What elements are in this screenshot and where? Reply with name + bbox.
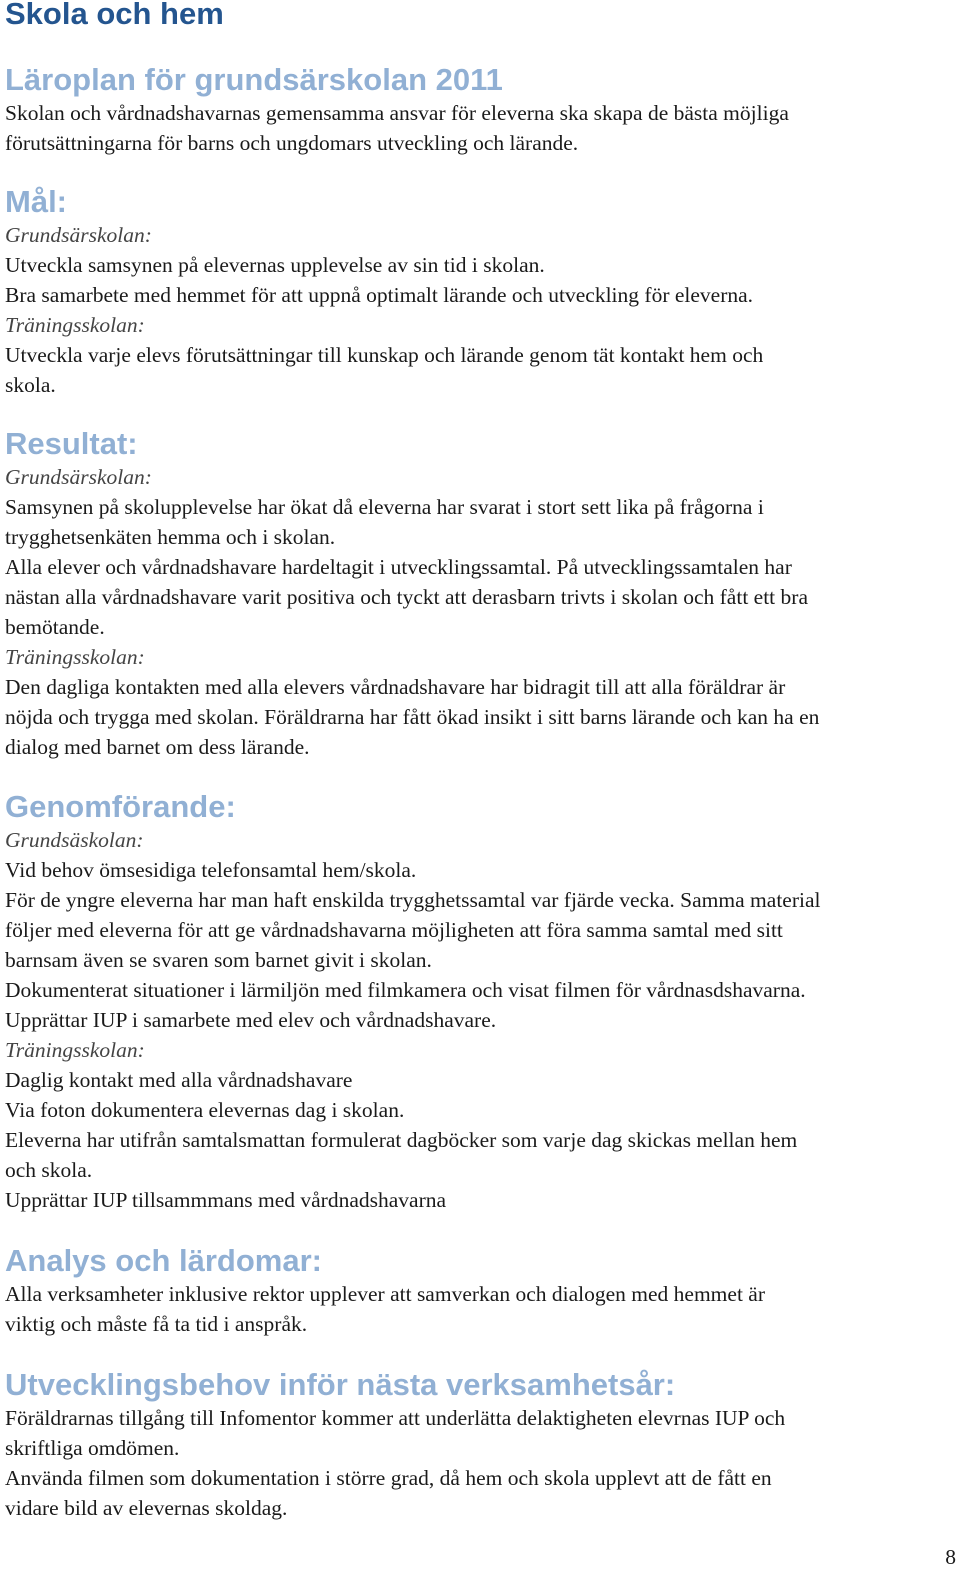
text-line: vidare bild av elevernas skoldag. xyxy=(5,1496,288,1520)
text-line: Upprättar IUP i samarbete med elev och vårdnadshavare. xyxy=(5,1008,497,1032)
section-utvecklingsbehov xyxy=(5,1367,957,1523)
text-line: Dokumenterat situationer i lärmiljön med filmkamera och visat filmen för vårdnasdshavarna. xyxy=(5,978,806,1002)
subheading-grundsarskolan: Grundsäskolan: xyxy=(5,828,144,852)
text-line: Upprättar IUP tillsammmans med vårdnadshavarna xyxy=(5,1188,447,1212)
subheading-traningsskolan: Träningsskolan: xyxy=(5,313,145,337)
text-line: Använda filmen som dokumentation i större grad, då hem och skola upplevt att de fått en xyxy=(5,1466,772,1490)
section-genomforande xyxy=(5,789,957,1215)
page-number: 8 xyxy=(945,1545,956,1569)
text-line: Alla elever och vårdnadshavare hardeltagit i utvecklingssamtal. På utvecklingssamtalen har xyxy=(5,555,792,579)
text-line: följer med eleverna för att ge vårdnadshavarna möjligheten att föra samma samtal med sitt xyxy=(5,918,783,942)
text-line: Eleverna har utifrån samtalsmattan formulerat dagböcker som varje dag skickas mellan hem xyxy=(5,1128,798,1152)
section-heading-mal: Mål: xyxy=(5,184,67,219)
subheading-traningsskolan: Träningsskolan: xyxy=(5,645,145,669)
text-line: barnsam även se svaren som barnet givit i skolan. xyxy=(5,948,432,972)
section-resultat xyxy=(5,426,957,762)
text-line: trygghetsenkäten hemma och i skolan. xyxy=(5,525,336,549)
text-line: Daglig kontakt med alla vårdnadshavare xyxy=(5,1068,353,1092)
page-title: Skola och hem xyxy=(5,0,224,31)
text-line: Skolan och vårdnadshavarnas gemensamma ansvar för eleverna ska skapa de bästa möjliga xyxy=(5,101,789,125)
text-line: För de yngre eleverna har man haft enskilda trygghetssamtal var fjärde vecka. Samma material xyxy=(5,888,821,912)
text-line: och skola. xyxy=(5,1158,93,1182)
text-line: Föräldrarnas tillgång till Infomentor kommer att underlätta delaktigheten elevrnas IUP och xyxy=(5,1406,786,1430)
text-line: Alla verksamheter inklusive rektor upplever att samverkan och dialogen med hemmet är xyxy=(5,1282,765,1306)
text-line: dialog med barnet om dess lärande. xyxy=(5,735,310,759)
document-page xyxy=(5,0,957,1523)
section-mal xyxy=(5,184,957,400)
text-line: Bra samarbete med hemmet för att uppnå optimalt lärande och utveckling för eleverna. xyxy=(5,283,754,307)
section-laroplan xyxy=(5,62,957,158)
text-line: förutsättningarna för barns och ungdomars utveckling och lärande. xyxy=(5,131,579,155)
text-line: Samsynen på skolupplevelse har ökat då eleverna har svarat i stort sett lika på frågorna i xyxy=(5,495,764,519)
section-analys xyxy=(5,1243,957,1339)
subheading-traningsskolan: Träningsskolan: xyxy=(5,1038,145,1062)
subheading-grundsarskolan: Grundsärskolan: xyxy=(5,465,152,489)
text-line: skola. xyxy=(5,373,56,397)
text-line: bemötande. xyxy=(5,615,105,639)
section-heading-utvecklingsbehov: Utvecklingsbehov inför nästa verksamhetsår: xyxy=(5,1367,676,1402)
section-heading-analys: Analys och lärdomar: xyxy=(5,1243,322,1278)
text-line: nästan alla vårdnadshavare varit positiva och tyckt att derasbarn trivts i skolan och fått ett bra xyxy=(5,585,808,609)
text-line: Vid behov ömsesidiga telefonsamtal hem/skola. xyxy=(5,858,417,882)
section-heading-resultat: Resultat: xyxy=(5,426,138,461)
section-heading-genomforande: Genomförande: xyxy=(5,789,236,824)
text-line: Den dagliga kontakten med alla elevers vårdnadshavare har bidragit till att alla föräldrar är xyxy=(5,675,786,699)
text-line: skriftliga omdömen. xyxy=(5,1436,180,1460)
subheading-grundsarskolan: Grundsärskolan: xyxy=(5,223,152,247)
text-line: Utveckla samsynen på elevernas upplevelse av sin tid i skolan. xyxy=(5,253,545,277)
text-line: nöjda och trygga med skolan. Föräldrarna har fått ökad insikt i sitt barns lärande och kan ha en xyxy=(5,705,820,729)
text-line: Via foton dokumentera elevernas dag i skolan. xyxy=(5,1098,405,1122)
text-line: Utveckla varje elevs förutsättningar till kunskap och lärande genom tät kontakt hem och xyxy=(5,343,764,367)
section-heading-laroplan: Läroplan för grundsärskolan 2011 xyxy=(5,62,503,97)
text-line: viktig och måste få ta tid i anspråk. xyxy=(5,1312,308,1336)
